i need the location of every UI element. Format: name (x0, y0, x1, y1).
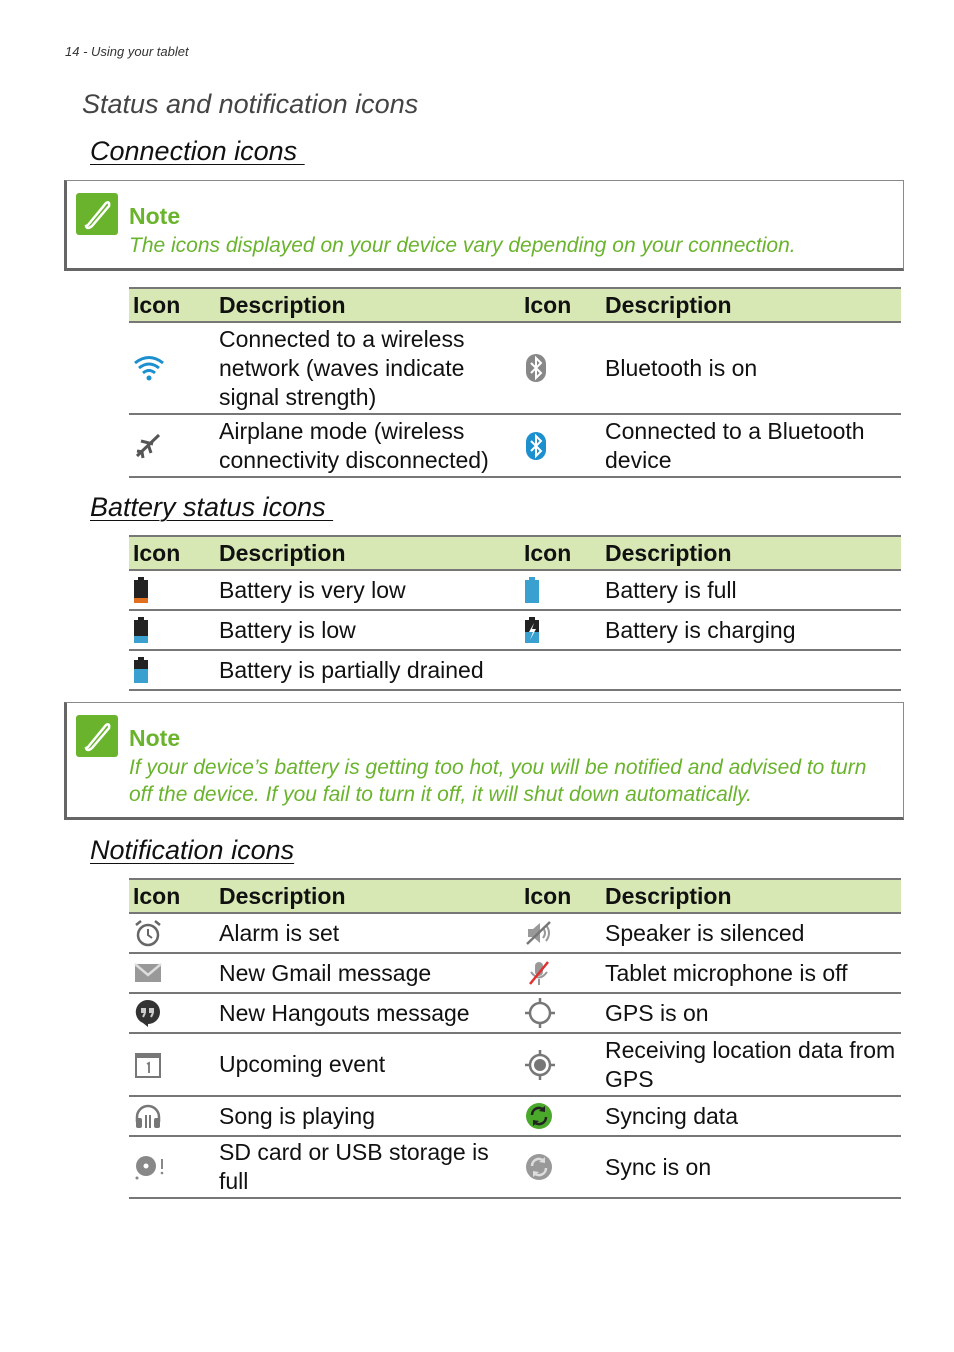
table-row (129, 1033, 901, 1096)
col-header-icon: Icon (520, 288, 601, 322)
note-box-battery (64, 702, 904, 820)
table-row (129, 610, 901, 650)
description-cell: Battery is full (601, 570, 901, 610)
table-header-row (129, 288, 901, 322)
note-title: Note (129, 203, 181, 229)
description-cell: Connected to a wireless network (waves indicate signal strength) (215, 322, 520, 414)
description-cell: Song is playing (215, 1096, 520, 1136)
col-header-icon: Icon (520, 879, 601, 913)
bluetooth-connected-icon (520, 414, 601, 477)
description-cell: Receiving location data from GPS (601, 1033, 901, 1096)
note-pencil-icon (76, 193, 118, 235)
page-title: Status and notification icons (82, 89, 419, 119)
description-cell: Bluetooth is on (601, 322, 901, 414)
description-cell: Tablet microphone is off (601, 953, 901, 993)
sync-on-icon (520, 1136, 601, 1198)
mic-off-icon (520, 953, 601, 993)
connection-icons-table (129, 287, 901, 478)
speaker-silenced-icon (520, 913, 601, 953)
battery-very-low-icon (129, 570, 215, 610)
table-row (129, 414, 901, 477)
note-title: Note (129, 725, 181, 751)
col-header-icon: Icon (129, 879, 215, 913)
bluetooth-on-icon (520, 322, 601, 414)
battery-charging-icon (520, 610, 601, 650)
headphones-icon (129, 1096, 215, 1136)
table-header-row (129, 879, 901, 913)
note-pencil-icon (76, 715, 118, 757)
description-cell: Sync is on (601, 1136, 901, 1198)
calendar-icon (129, 1033, 215, 1096)
col-header-description: Description (601, 536, 901, 570)
description-cell: Syncing data (601, 1096, 901, 1136)
description-cell: SD card or USB storage is full (215, 1136, 520, 1198)
col-header-description: Description (601, 879, 901, 913)
table-row (129, 913, 901, 953)
description-cell: New Hangouts message (215, 993, 520, 1033)
empty-icon-cell (520, 650, 601, 690)
battery-icons-table (129, 535, 901, 691)
battery-low-icon (129, 610, 215, 650)
gps-on-icon (520, 993, 601, 1033)
col-header-description: Description (215, 536, 520, 570)
description-cell: Battery is charging (601, 610, 901, 650)
table-header-row (129, 536, 901, 570)
section-title-connection: Connection icons (90, 136, 305, 166)
col-header-description: Description (215, 879, 520, 913)
description-cell: Battery is low (215, 610, 520, 650)
table-row (129, 953, 901, 993)
airplane-icon (129, 414, 215, 477)
col-header-description: Description (215, 288, 520, 322)
alarm-icon (129, 913, 215, 953)
gmail-icon (129, 953, 215, 993)
battery-full-icon (520, 570, 601, 610)
description-cell: GPS is on (601, 993, 901, 1033)
table-row (129, 570, 901, 610)
col-header-description: Description (601, 288, 901, 322)
description-cell: Alarm is set (215, 913, 520, 953)
battery-partial-icon (129, 650, 215, 690)
description-cell: New Gmail message (215, 953, 520, 993)
section-title-notification: Notification icons (90, 835, 295, 865)
col-header-icon: Icon (129, 288, 215, 322)
description-cell: Connected to a Bluetooth device (601, 414, 901, 477)
col-header-icon: Icon (129, 536, 215, 570)
running-header: 14 - Using your tablet (65, 44, 189, 59)
description-cell: Speaker is silenced (601, 913, 901, 953)
col-header-icon: Icon (520, 536, 601, 570)
description-cell: Upcoming event (215, 1033, 520, 1096)
note-box-connection (64, 180, 904, 271)
table-row (129, 322, 901, 414)
note-text: If your device’s battery is getting too hot, you will be notified and advised to turn off the device. If you fail to turn it off, it will shut down automatically. (129, 756, 867, 806)
notification-icons-table (129, 878, 901, 1199)
sd-card-full-icon (129, 1136, 215, 1198)
description-cell (601, 650, 901, 690)
section-title-battery: Battery status icons (90, 492, 334, 522)
note-text: The icons displayed on your device vary depending on your connection. (129, 234, 796, 257)
gps-receiving-icon (520, 1033, 601, 1096)
table-row (129, 650, 901, 690)
table-row (129, 993, 901, 1033)
hangouts-icon (129, 993, 215, 1033)
syncing-icon (520, 1096, 601, 1136)
description-cell: Battery is very low (215, 570, 520, 610)
table-row (129, 1096, 901, 1136)
description-cell: Battery is partially drained (215, 650, 520, 690)
wifi-icon (129, 322, 215, 414)
description-cell: Airplane mode (wireless connectivity disconnected) (215, 414, 520, 477)
table-row (129, 1136, 901, 1198)
